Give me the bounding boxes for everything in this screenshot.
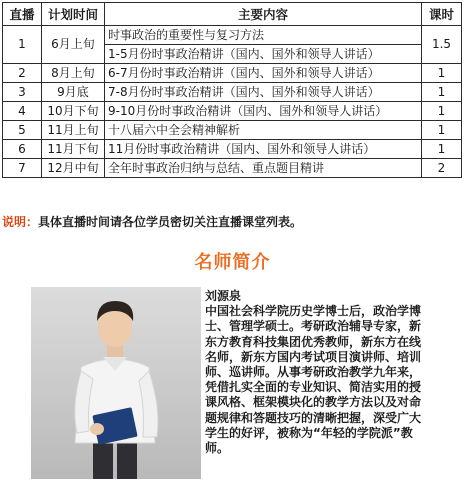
table-row [3,83,462,102]
note-text: 具体直播时间请各位学员密切关注直播课堂列表。 [38,215,303,229]
schedule-note [2,213,302,230]
schedule-table [2,2,462,178]
header-content: 主要内容 [105,3,422,26]
session-content: 9-10月份时事政治精讲（国内、国外和领导人讲话） [105,102,422,121]
session-time: 11月上旬 [42,121,105,140]
table-row [3,159,462,178]
teacher-bio-text: 中国社会科学院历史学博士后，政治学博士、管理学硕士。考研政治辅导专家，新东方教育科技集团优秀教师，新东方在线名师，新东方国内考试项目演讲师、培训师、巡讲师。从事考研政治教学九年来，凭借扎实全面的专业知识、简洁实用的授课风格、框架模块化的教学方法以及对命题规律和答题技巧的清晰把握，深受广大学生的好评，被称为“年轻的学院派”教师。 [205,304,422,456]
teacher-name: 刘源泉 [205,289,242,303]
session-number: 4 [3,102,42,121]
session-content: 6-7月份时事政治精讲（国内、国外和领导人讲话） [105,64,422,83]
session-hours: 1 [422,64,462,83]
session-time: 8月上旬 [42,64,105,83]
session-content: 11月份时事政治精讲（国内、国外和领导人讲话） [105,140,422,159]
session-number: 3 [3,83,42,102]
session-number: 5 [3,121,42,140]
session-content: 7-8月份时事政治精讲（国内、国外和领导人讲话） [105,83,422,102]
table-header-row [3,3,462,26]
table-row [3,102,462,121]
section-title: 名师简介 [194,252,271,273]
table-row [3,121,462,140]
session-hours: 1 [422,83,462,102]
session-content: 1-5月份时事政治精讲（国内、国外和领导人讲话） [105,45,422,64]
session-time: 10月下旬 [42,102,105,121]
table-row [3,26,462,45]
table-row [3,64,462,83]
session-time: 9月底 [42,83,105,102]
header-session: 直播 [3,3,42,26]
session-time: 6月上旬 [42,26,105,64]
session-time: 12月中旬 [42,159,105,178]
session-content: 全年时事政治归纳与总结、重点题目精讲 [105,159,422,178]
session-time: 11月下旬 [42,140,105,159]
session-hours: 1.5 [422,26,462,64]
session-hours: 1 [422,102,462,121]
teacher-photo [31,287,201,479]
session-number: 1 [3,26,42,64]
session-hours: 1 [422,140,462,159]
session-number: 6 [3,140,42,159]
teacher-portrait-image [31,287,201,479]
session-hours: 2 [422,159,462,178]
session-number: 2 [3,64,42,83]
header-time: 计划时间 [42,3,105,26]
session-hours: 1 [422,121,462,140]
session-number: 7 [3,159,42,178]
session-content: 十八届六中全会精神解析 [105,121,422,140]
note-label: 说明： [2,215,39,229]
header-hours: 课时 [422,3,462,26]
session-content: 时事政治的重要性与复习方法 [105,26,422,45]
teacher-bio [205,289,429,456]
table-row [3,140,462,159]
